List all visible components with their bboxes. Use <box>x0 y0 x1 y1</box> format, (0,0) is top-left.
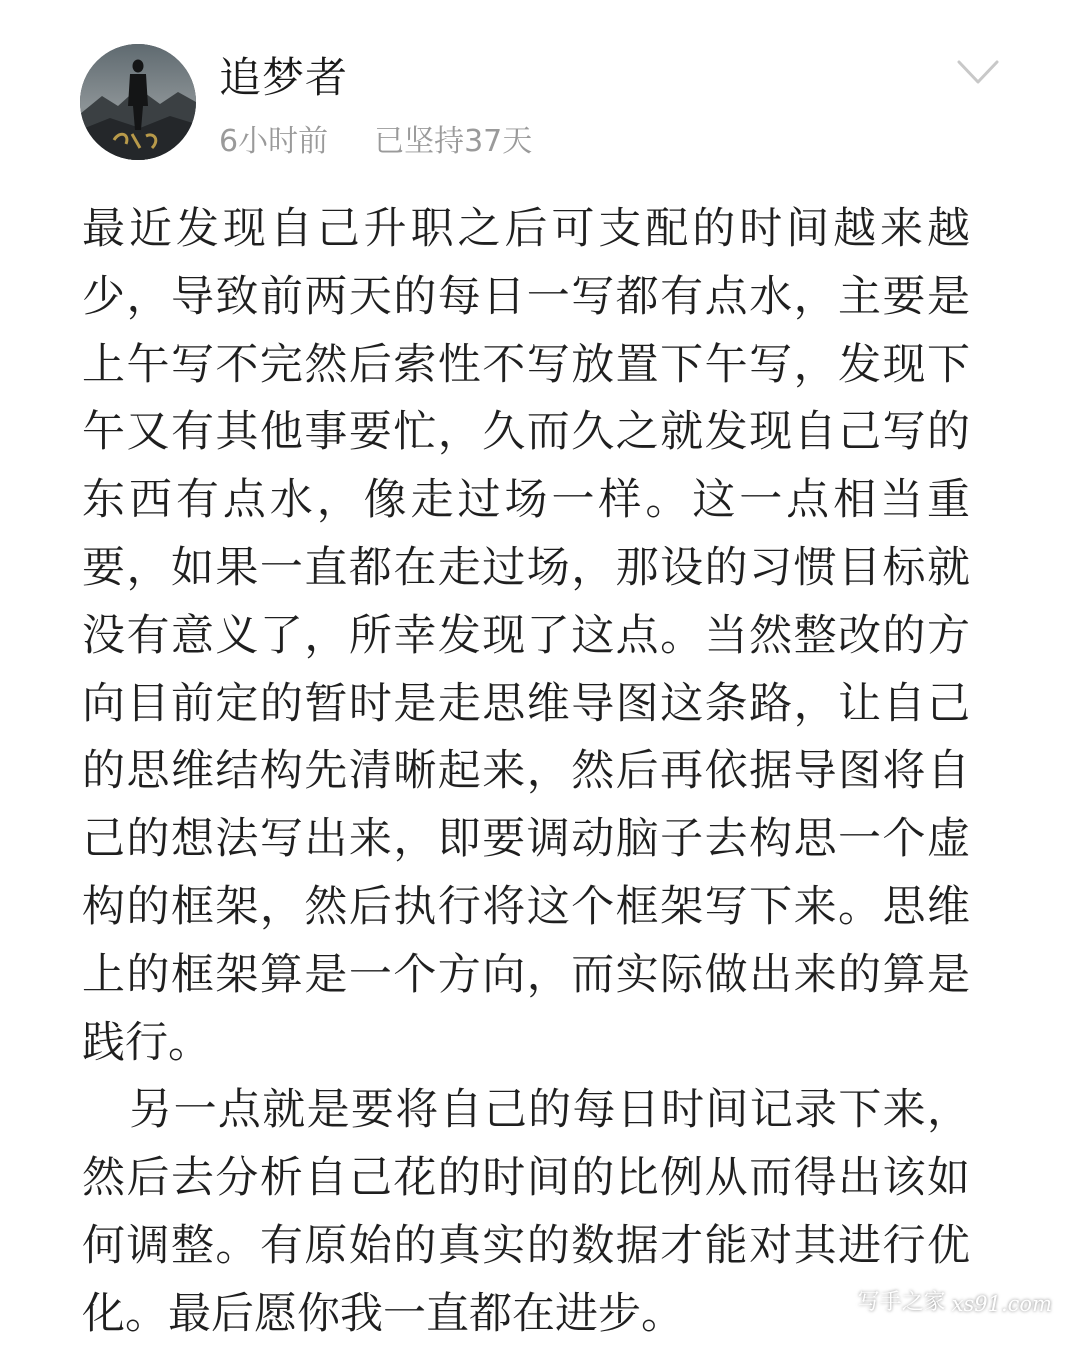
streak-days: 已坚持37天 <box>374 124 533 159</box>
author-name[interactable]: 追梦者 <box>219 53 349 102</box>
site-watermark <box>858 1285 1052 1316</box>
post-meta <box>219 122 532 162</box>
avatar[interactable] <box>80 44 196 160</box>
post-paragraph-1: 最近发现自己升职之后可支配的时间越来越少，导致前两天的每日一写都有点水，主要是上午写不完然后索性不写放置下午写，发现下午又有其他事要忙，久而久之就发现自己写的东西有点水，像走过场一样。这一点相当重要，如果一直都在走过场，那设的习惯目标就没有意义了，所幸发现了这点。当然整改的方向目前定的暂时是走思维导图这条路，让自己的思维结构先清晰起来，然后再依据导图将自己的想法写出来，即要调动脑子去构思一个虚构的框架，然后执行将这个框架写下来。思维上的框架算是一个方向，而实际做出来的算是践行。 <box>82 204 970 1068</box>
chevron-down-icon[interactable] <box>956 58 1000 88</box>
watermark-site-name: 写手之家 <box>857 1290 946 1315</box>
watermark-url: xs91.com <box>951 1292 1052 1316</box>
post-header <box>0 0 1080 170</box>
post-time: 6小时前 <box>219 124 329 159</box>
post-paragraph-2: 另一点就是要将自己的每日时间记录下来，然后去分析自己花的时间的比例从而得出该如何调整。有原始的真实的数据才能对其进行优化。最后愿你我一直都在进步。 <box>82 1085 970 1339</box>
post-body <box>82 196 970 1349</box>
